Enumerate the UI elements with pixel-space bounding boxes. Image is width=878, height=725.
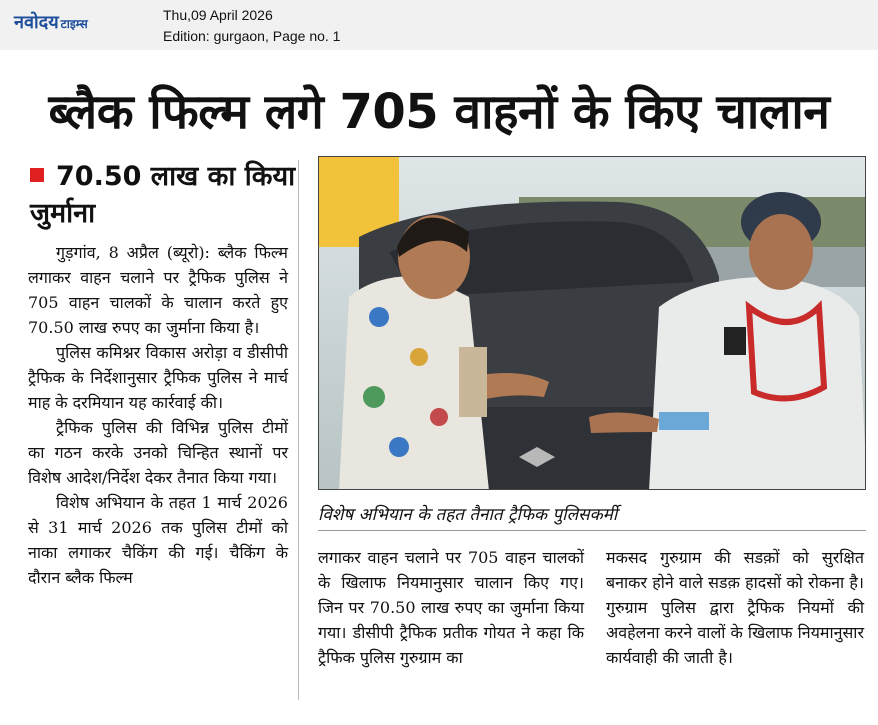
paragraph: ट्रैफिक पुलिस की विभिन्न पुलिस टीमों का गठन करके उनको चिन्हित स्थानों पर विशेष आदेश/निर्देश देकर तैनात किया गया।	[28, 418, 288, 487]
caption-divider	[318, 530, 866, 531]
logo-secondary: टाइम्स	[60, 17, 88, 31]
headline: ब्लैक फिल्म लगे 705 वाहनों के किए चालान	[48, 84, 830, 140]
edition-line: Edition: gurgaon, Page no. 1	[163, 28, 341, 44]
date-line: Thu,09 April 2026	[163, 7, 273, 23]
subheading	[30, 158, 310, 232]
column-3	[606, 545, 864, 670]
paragraph: विशेष अभियान के तहत 1 मार्च 2026 से 31 मार्च 2026 तक पुलिस टीमों को नाका लगाकर चैकिंग की गई। चैकिंग के दौरान ब्लैक फिल्म	[28, 493, 288, 587]
subheading-text: 70.50 लाख का किया जुर्माना	[30, 161, 296, 229]
paragraph: मकसद गुरुग्राम की सडक़ों को सुरक्षित बनाकर होने वाले सडक़ हादसों को रोकना है। गुरुग्राम पुलिस द्वारा ट्रैफिक नियमों की अवहेलना करने वालों के खिलाफ नियमानुसार कार्यवाही की जाती है।	[606, 548, 864, 667]
edition-meta	[163, 5, 340, 47]
paragraph: गुड़गांव, 8 अप्रैल (ब्यूरो): ब्लैक फिल्म लगाकर वाहन चलाने पर ट्रैफिक पुलिस ने 705 वाहन चालकों के चालान करते हुए 70.50 लाख रुपए का जुर्माना किया है।	[28, 243, 288, 337]
column-2	[318, 545, 584, 670]
photo-illustration	[319, 157, 866, 490]
paragraph: लगाकर वाहन चलाने पर 705 वाहन चालकों के खिलाफ नियमानुसार चालान किए गए। जिन पर 70.50 लाख रुपए का जुर्माना किया गया। डीसीपी ट्रैफिक प्रतीक गोयत ने कहा कि ट्रैफिक पुलिस गुरुग्राम का	[318, 548, 584, 667]
logo-primary: नवोदय	[14, 12, 59, 33]
top-bar	[0, 0, 878, 50]
column-divider	[298, 160, 299, 700]
column-1	[28, 240, 288, 590]
bullet-square-icon	[30, 168, 44, 182]
newspaper-logo[interactable]	[14, 10, 88, 34]
news-photo	[318, 156, 866, 490]
paragraph: पुलिस कमिश्नर विकास अरोड़ा व डीसीपी ट्रैफिक के निर्देशानुसार ट्रैफिक पुलिस ने मार्च माह के दरमियान यह कार्रवाई की।	[28, 343, 288, 412]
photo-caption: विशेष अभियान के तहत तैनात ट्रैफिक पुलिसकर्मी	[318, 505, 618, 525]
